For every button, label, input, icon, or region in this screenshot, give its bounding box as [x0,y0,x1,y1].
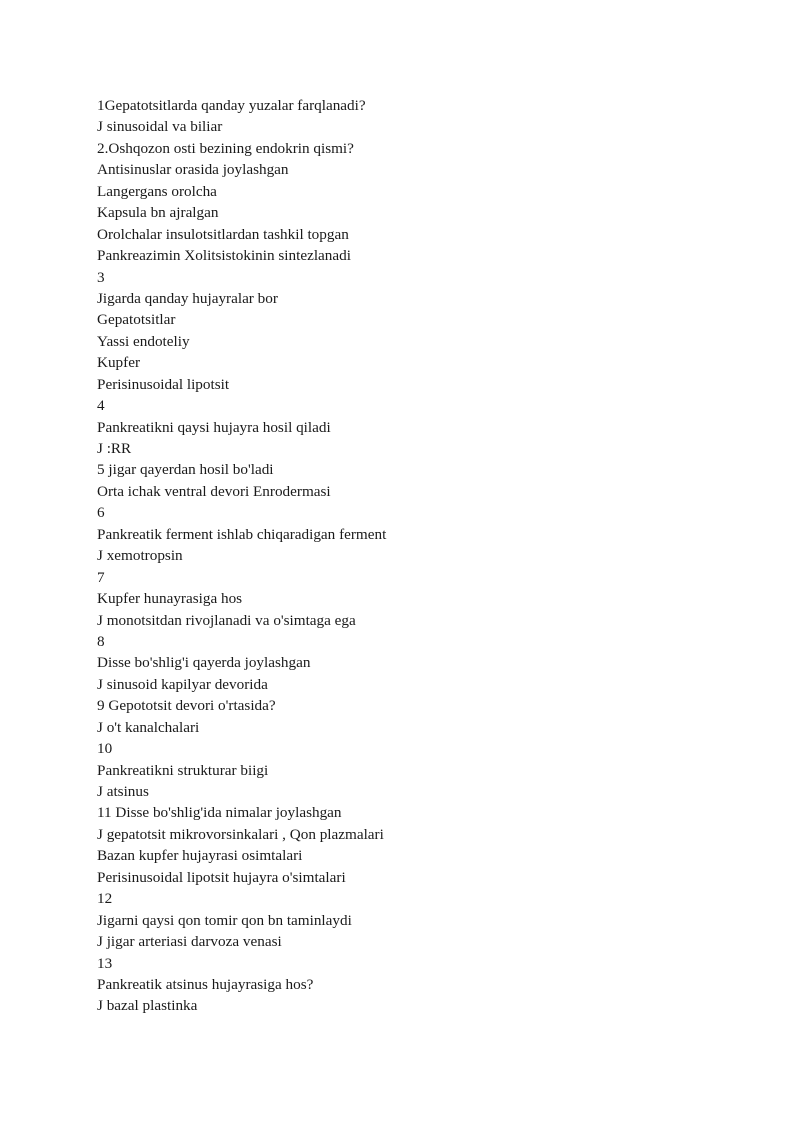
text-line: Perisinusoidal lipotsit hujayra o'simtalari [97,868,346,886]
text-line: Disse bo'shlig'i qayerda joylashgan [97,654,311,672]
text-line: 10 [97,740,113,758]
text-line: Kapsula bn ajralgan [97,204,219,222]
text-line: Gepatotsitlar [97,311,176,329]
text-line: Yassi endoteliy [97,332,190,350]
text-line: Orolchalar insulotsitlardan tashkil topgan [97,225,349,243]
text-line: Jigarni qaysi qon tomir qon bn taminlaydi [97,911,352,929]
text-line: J sinusoid kapilyar devorida [97,675,268,693]
text-line: 6 [97,504,105,522]
text-line: 4 [97,397,105,415]
text-line: 13 [97,954,113,972]
text-line: J monotsitdan rivojlanadi va o'simtaga ega [97,611,356,629]
text-line: Pankreazimin Xolitsistokinin sintezlanadi [97,247,351,265]
text-line: 12 [97,890,113,908]
text-line: J sinusoidal va biliar [97,118,223,136]
text-line: 8 [97,632,105,650]
text-line: J bazal plastinka [97,997,198,1015]
text-line: 7 [97,568,105,586]
document-text [97,95,737,1017]
text-line: 2.Oshqozon osti bezining endokrin qismi? [97,139,354,157]
text-line: 5 jigar qayerdan hosil bo'ladi [97,461,274,479]
text-line: 1Gepatotsitlarda qanday yuzalar farqlanadi? [97,97,366,114]
text-line: Pankreatik ferment ishlab chiqaradigan ferment [97,525,387,543]
text-line: Kupfer [97,354,141,372]
text-line: J :RR [97,440,132,457]
text-line: Orta ichak ventral devori Enrodermasi [97,482,331,500]
text-line: Pankreatikni strukturar biigi [97,761,269,779]
text-line: Langergans orolcha [97,182,217,200]
text-line: 11 Disse bo'shlig'ida nimalar joylashgan [97,804,342,822]
text-line: 9 Gepototsit devori o'rtasida? [97,697,276,715]
text-line: Pankreatik atsinus hujayrasiga hos? [97,975,314,993]
text-line: 3 [97,268,105,286]
text-line: Kupfer hunayrasiga hos [97,590,243,608]
text-line: J o't kanalchalari [97,718,200,736]
text-line: Jigarda qanday hujayralar bor [97,289,278,307]
text-line: J atsinus [97,783,149,800]
text-line: Bazan kupfer hujayrasi osimtalari [97,847,303,865]
text-line: Antisinuslar orasida joylashgan [97,161,289,179]
text-line: J xemotropsin [97,547,183,565]
text-line: Perisinusoidal lipotsit [97,375,230,393]
text-line: J gepatotsit mikrovorsinkalari , Qon plazmalari [97,825,384,843]
text-line: J jigar arteriasi darvoza venasi [97,933,282,951]
text-line: Pankreatikni qaysi hujayra hosil qiladi [97,418,331,436]
